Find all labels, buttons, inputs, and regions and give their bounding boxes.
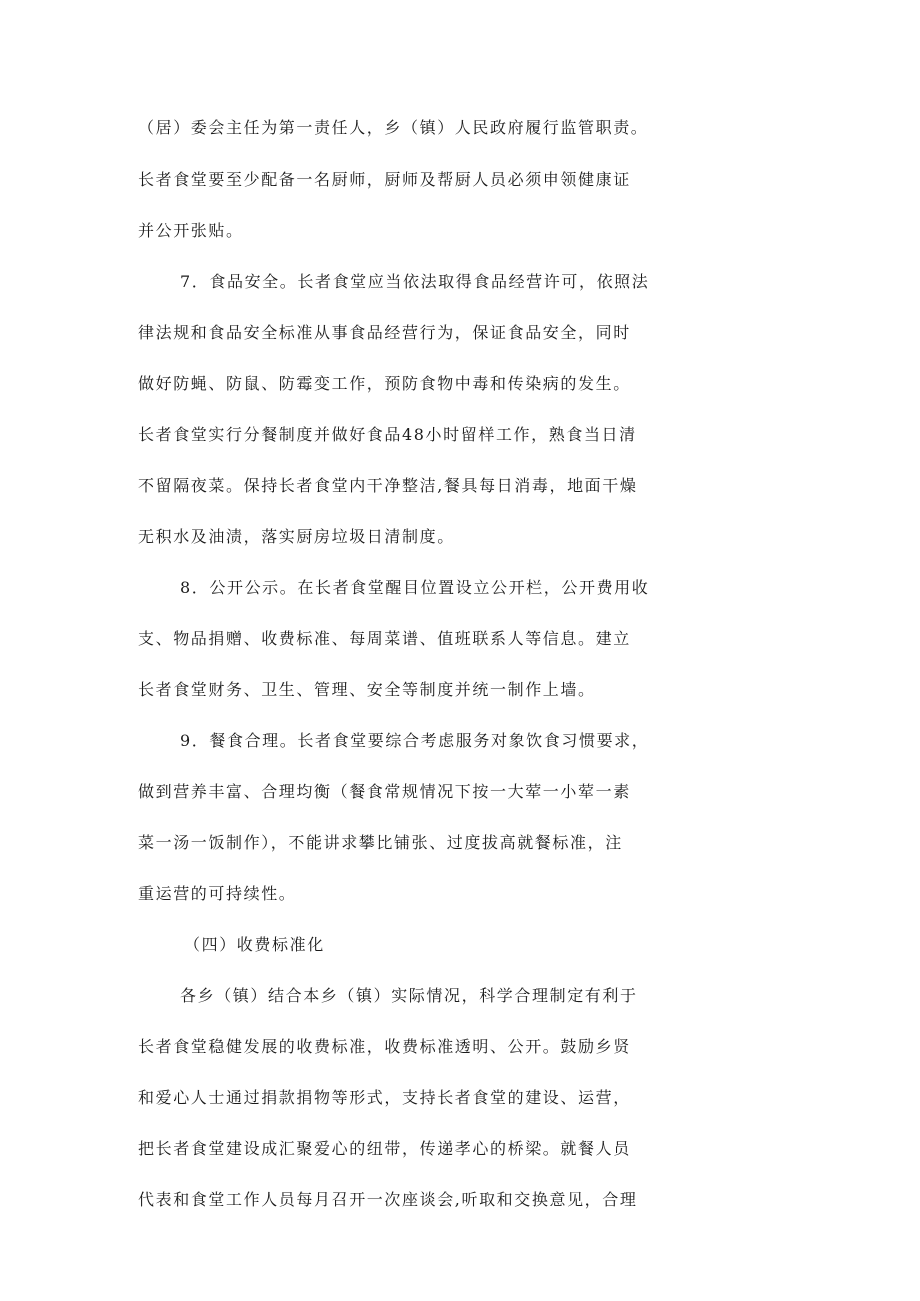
text-line: 把长者食堂建设成汇聚爱心的纽带，传递孝心的桥梁。就餐人员 (138, 1139, 631, 1158)
text-line: 重运营的可持续性。 (138, 884, 297, 903)
text-line: 代表和食堂工作人员每月召开一次座谈会,听取和交换意见，合理 (138, 1190, 638, 1209)
text-line: 不留隔夜菜。保持长者食堂内干净整洁,餐具每日消毒，地面干燥 (138, 476, 638, 495)
paragraph-9-start: 9．餐食合理。长者食堂要综合考虑服务对象饮食习惯要求， (180, 731, 650, 750)
section-heading: （四）收费标准化 (184, 935, 325, 954)
text-line: 长者食堂财务、卫生、管理、安全等制度并统一制作上墙。 (138, 680, 596, 699)
text-line: 律法规和食品安全标准从事食品经营行为，保证食品安全，同时 (138, 323, 631, 342)
paragraph-7-start: 7．食品安全。长者食堂应当依法取得食品经营许可，依照法 (180, 272, 650, 291)
text-line: （居）委会主任为第一责任人，乡（镇）人民政府履行监管职责。 (138, 118, 649, 137)
text-line: 无积水及油渍，落实厨房垃圾日清制度。 (138, 527, 455, 546)
text-line: 菜一汤一饭制作），不能讲求攀比铺张、过度拔高就餐标准，注 (138, 833, 623, 852)
text-line: 长者食堂要至少配备一名厨师，厨师及帮厨人员必须申领健康证 (138, 170, 631, 189)
paragraph-fees-start: 各乡（镇）结合本乡（镇）实际情况，科学合理制定有利于 (180, 986, 638, 1005)
text-line: 长者食堂实行分餐制度并做好食品48小时留样工作，熟食当日清 (138, 425, 637, 444)
text-line: 支、物品捐赠、收费标准、每周菜谱、值班联系人等信息。建立 (138, 629, 631, 648)
text-line: 做好防蝇、防鼠、防霉变工作，预防食物中毒和传染病的发生。 (138, 374, 631, 393)
text-line: 并公开张贴。 (138, 221, 244, 240)
paragraph-8-start: 8．公开公示。在长者食堂醒目位置设立公开栏，公开费用收 (180, 578, 650, 597)
text-line: 长者食堂稳健发展的收费标准，收费标准透明、公开。鼓励乡贤 (138, 1037, 631, 1056)
text-line: 做到营养丰富、合理均衡（餐食常规情况下按一大荤一小荤一素 (138, 782, 631, 801)
text-line: 和爱心人士通过捐款捐物等形式，支持长者食堂的建设、运营， (138, 1088, 631, 1107)
